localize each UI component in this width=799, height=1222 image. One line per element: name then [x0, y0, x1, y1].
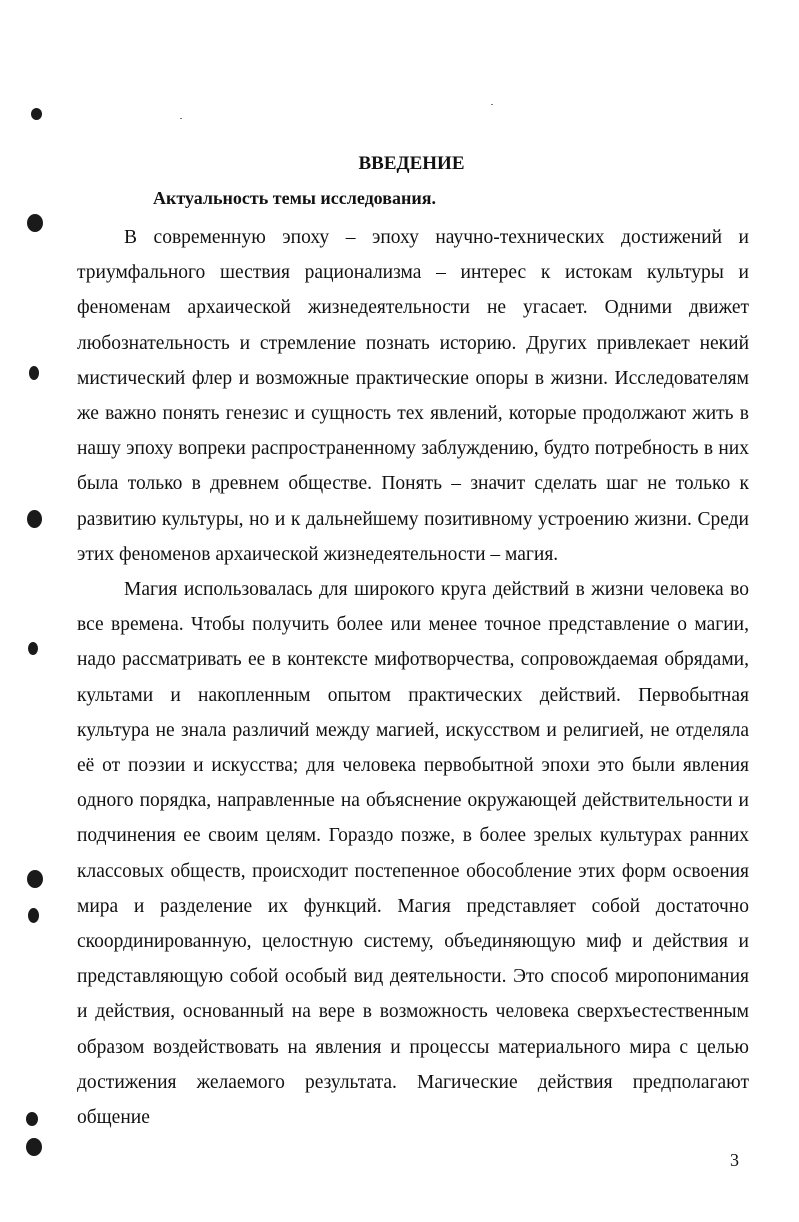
binder-hole [27, 214, 43, 232]
binder-hole [26, 1138, 42, 1156]
scan-speck [180, 118, 182, 119]
section-subtitle: Актуальность темы исследования. [153, 188, 436, 208]
section-title: ВВЕДЕНИЕ [358, 153, 465, 174]
binder-hole [28, 642, 38, 655]
paragraph: В современную эпоху – эпоху научно-технических достижений и триумфального шествия рационализма – интерес к истокам культуры и феноменам архаической жизнедеятельности не угасает. Одними движет любознательность и стремление познать историю. Других привлекает некий мистический флер и возможные практические опоры в жизни. Исследователям же важно понять генезис и сущность тех явлений, которые продолжают жить в нашу эпоху вопреки распространенному заблуждению, будто потребность в них была только в древнем обществе. Понять – значит сделать шаг не только к развитию культуры, но и к дальнейшему позитивному устроению жизни. Среди этих феноменов архаической жизнедеятельности – магия. [77, 227, 749, 565]
paragraph: Магия использовалась для широкого круга действий в жизни человека во все времена. Чтобы получить более или менее точное представление о магии, надо рассматривать ее в контексте мифотворчества, сопровождаемая обрядами, культами и накопленным опытом практических действий. Первобытная культура не знала различий между магией, искусством и религией, не отделяла её от поэзии и искусства; для человека первобытной эпохи это были явления одного порядка, направленные на объяснение окружающей действительности и подчинения ее своим целям. Гораздо позже, в более зрелых культурах ранних классовых обществ, происходит постепенное обособление этих форм освоения мира и разделение их функций. Магия представляет собой достаточно скоординированную, целостную систему, объединяющую миф и действия и представляющую собой особый вид деятельности. Это способ миропонимания и действия, основанный на вере в возможность человека сверхъестественным образом воздействовать на явления и процессы материального мира с целью достижения желаемого результата. Магические действия предполагают общение [77, 579, 749, 1129]
binder-hole [29, 366, 39, 380]
page-number: 3 [730, 1150, 739, 1170]
binder-hole [28, 908, 39, 923]
binder-hole [26, 1112, 38, 1126]
binder-hole [27, 870, 43, 888]
scan-speck [491, 104, 493, 105]
binder-hole [31, 108, 42, 120]
body-text [77, 220, 749, 1135]
binder-hole [27, 510, 42, 528]
